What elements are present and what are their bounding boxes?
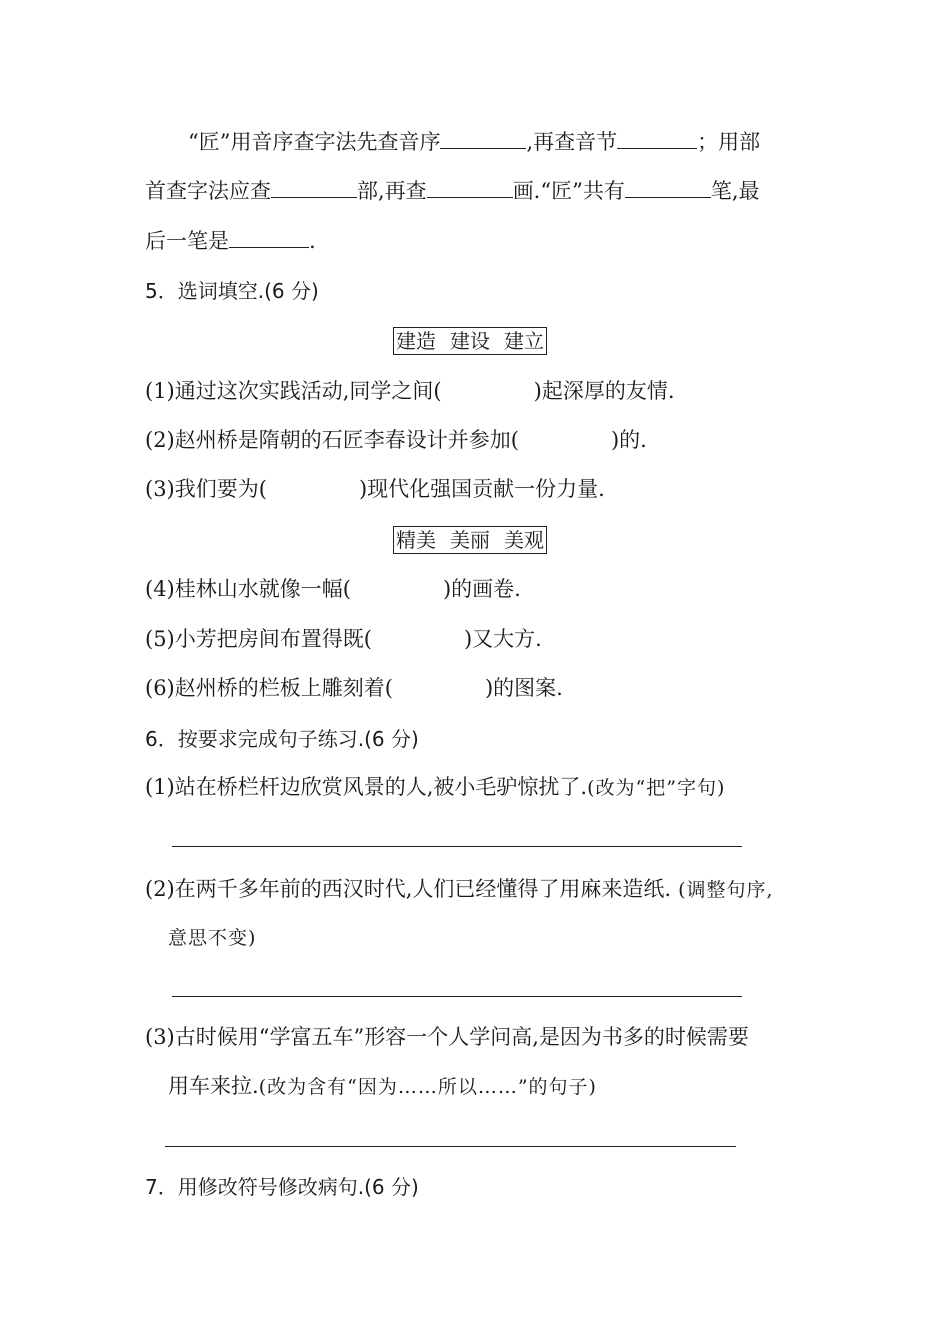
q4-text-d: 首查字法应查 bbox=[145, 179, 271, 203]
q6-sentence-3-cont bbox=[168, 1071, 597, 1102]
q4-text-h: 后一笔是 bbox=[145, 229, 229, 253]
item-text: (2)赵州桥是隋朝的石匠李春设计并参加( bbox=[145, 428, 519, 452]
word-option: 建设 bbox=[450, 329, 490, 353]
blank-stroke-count-remaining[interactable] bbox=[427, 175, 513, 198]
q4-text-e: 部,再查 bbox=[357, 179, 427, 203]
blank-syllable[interactable] bbox=[617, 126, 697, 149]
item-text: (1)通过这次实践活动,同学之间( bbox=[145, 379, 442, 403]
word-option: 建造 bbox=[396, 329, 436, 353]
item-text: )的画卷. bbox=[442, 577, 521, 601]
word-option: 精美 bbox=[396, 528, 436, 552]
item-text: )又大方. bbox=[463, 627, 542, 651]
q4-line-3 bbox=[145, 225, 316, 256]
item-text: (5)小芳把房间布置得既( bbox=[145, 627, 372, 651]
word-box-2 bbox=[393, 526, 547, 554]
answer-line-2[interactable] bbox=[172, 996, 742, 997]
q6-sentence-3: (3)古时候用“学富五车”形容一个人学问高,是因为书多的时候需要 bbox=[145, 1025, 749, 1049]
q5-item-2 bbox=[145, 425, 647, 455]
q7-title: 7．用修改符号修改病句.(6 分) bbox=[145, 1175, 419, 1199]
q4-line-1 bbox=[188, 126, 760, 157]
q5-item-1 bbox=[145, 376, 675, 406]
instruction-note: (改为含有“因为……所以……”的句子) bbox=[258, 1076, 597, 1098]
q4-text-g: 笔,最 bbox=[710, 179, 760, 203]
item-text: (4)桂林山水就像一幅( bbox=[145, 577, 351, 601]
word-option: 美丽 bbox=[450, 528, 490, 552]
word-option: 建立 bbox=[504, 329, 544, 353]
q4-line-2 bbox=[145, 175, 760, 206]
q5-item-6 bbox=[145, 673, 563, 703]
blank-radical[interactable] bbox=[271, 175, 357, 198]
q6-title: 6．按要求完成句子练习.(6 分) bbox=[145, 727, 419, 751]
answer-line-3[interactable] bbox=[165, 1146, 736, 1147]
item-text: )现代化强国贡献一份力量. bbox=[358, 477, 605, 501]
item-text: (3)我们要为( bbox=[145, 477, 267, 501]
blank-sound-order[interactable] bbox=[440, 126, 526, 149]
q6-sentence-2 bbox=[145, 874, 774, 905]
q6-sentence-2-cont: 意思不变) bbox=[168, 927, 257, 949]
item-text: )起深厚的友情. bbox=[533, 379, 675, 403]
instruction-note: (改为“把”字句) bbox=[587, 777, 726, 799]
instruction-note: (调整句序, bbox=[671, 879, 774, 901]
blank-total-strokes[interactable] bbox=[625, 175, 711, 198]
q4-text-b: ,再查音节 bbox=[526, 130, 618, 154]
q4-text-i: . bbox=[309, 229, 316, 253]
sentence-text: 用车来拉. bbox=[168, 1074, 259, 1098]
q4-text-c: ；用部 bbox=[697, 130, 761, 154]
q5-item-4 bbox=[145, 574, 521, 604]
word-option: 美观 bbox=[504, 528, 544, 552]
sentence-text: (2)在两千多年前的西汉时代,人们已经懂得了用麻来造纸. bbox=[145, 877, 672, 901]
q4-text-f: 画.“匠”共有 bbox=[512, 179, 625, 203]
blank-last-stroke[interactable] bbox=[229, 225, 309, 248]
item-text: )的图案. bbox=[484, 676, 563, 700]
item-text: )的. bbox=[610, 428, 647, 452]
q5-item-3 bbox=[145, 474, 605, 504]
sentence-text: (1)站在桥栏杆边欣赏风景的人,被小毛驴惊扰了. bbox=[145, 775, 588, 799]
word-box-1 bbox=[393, 327, 547, 355]
q5-title: 5．选词填空.(6 分) bbox=[145, 279, 319, 303]
q4-text-a: “匠”用音序查字法先查音序 bbox=[188, 130, 441, 154]
answer-line-1[interactable] bbox=[172, 846, 742, 847]
q6-sentence-1 bbox=[145, 772, 725, 803]
q5-item-5 bbox=[145, 624, 542, 654]
item-text: (6)赵州桥的栏板上雕刻着( bbox=[145, 676, 393, 700]
